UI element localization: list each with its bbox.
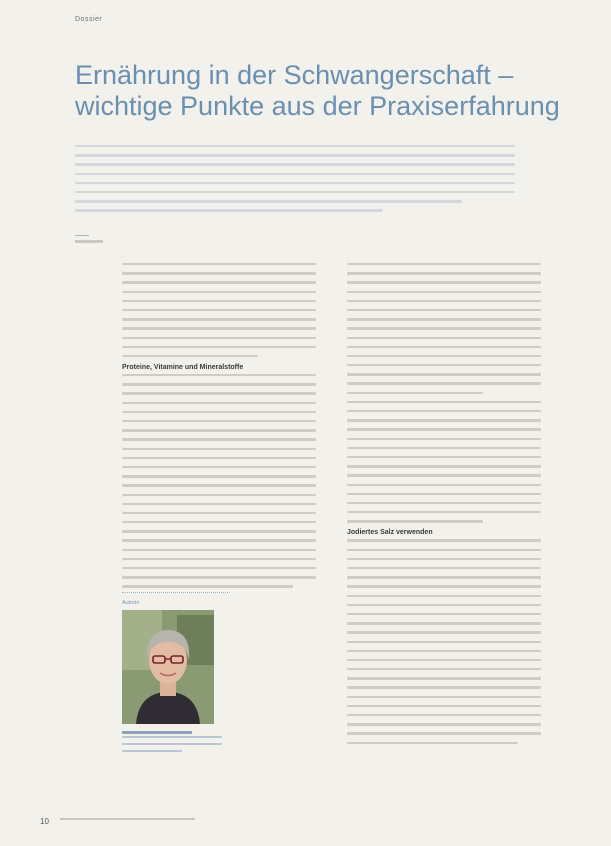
author-affiliation (122, 736, 222, 757)
paragraph-proteins (122, 374, 316, 588)
paragraph-intro (122, 263, 316, 357)
page-number: 10 (40, 817, 49, 826)
byline (75, 240, 103, 243)
intro-paragraph (75, 145, 515, 219)
page-title: Ernährung in der Schwangerschaft – wichtige Punkte aus der Praxiserfahrung (75, 60, 560, 121)
body-column-right (347, 263, 541, 751)
section-heading: Jodiertes Salz verwenden (347, 529, 433, 537)
body-column-left (122, 263, 316, 595)
paragraph-iodine-intro (347, 263, 541, 523)
author-divider (75, 235, 89, 236)
author-box-label: Autorin (122, 600, 140, 606)
section-heading: Proteine, Vitamine und Mineralstoffe (122, 364, 244, 372)
sidebar-divider (122, 592, 230, 593)
footer-journal (60, 818, 195, 820)
author-photo (122, 610, 214, 724)
paragraph-salt (347, 539, 541, 744)
author-name (122, 731, 192, 734)
section-label: Dossier (75, 16, 103, 23)
